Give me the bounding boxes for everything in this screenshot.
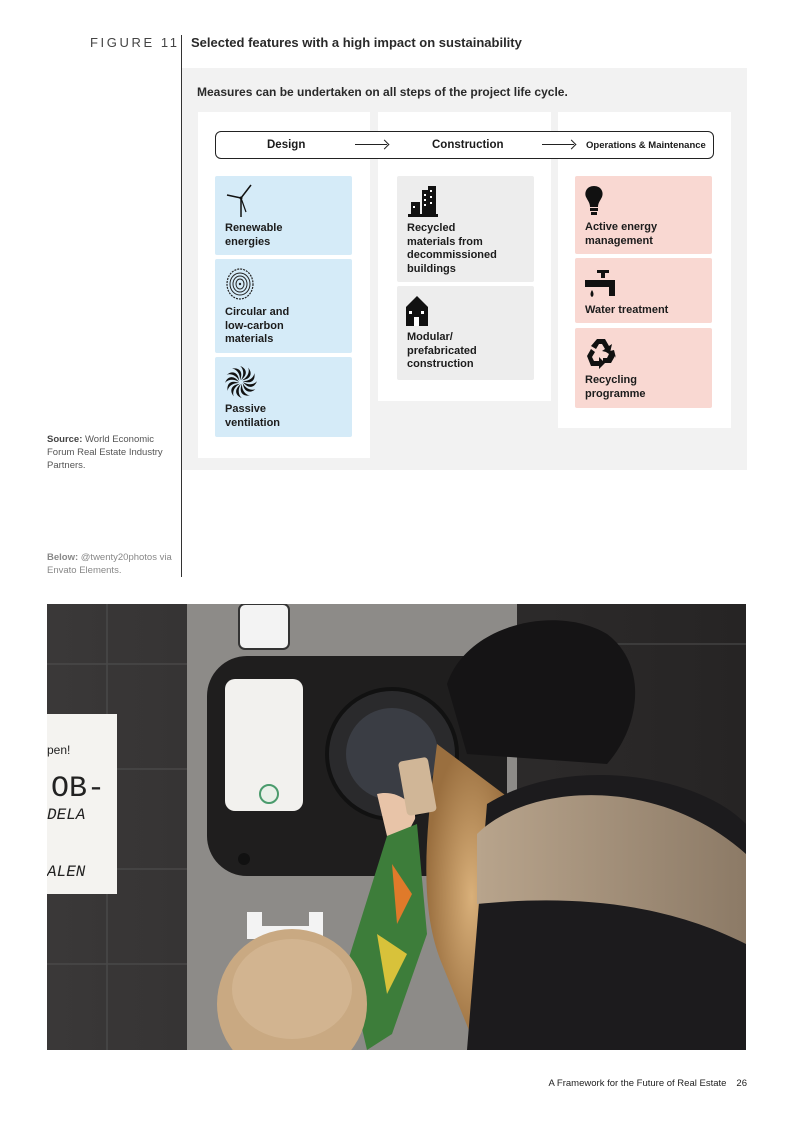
page-number: 26 <box>736 1078 747 1089</box>
source-label: Source: <box>47 434 83 445</box>
card-water-treatment <box>575 258 712 323</box>
photo-recycling-machine <box>47 604 746 1050</box>
card-renewable-energies <box>215 176 352 255</box>
figure-title: Selected features with a high impact on sustainability <box>191 35 522 50</box>
wind-turbine-icon <box>224 184 258 218</box>
wood-cross-section-icon <box>224 267 258 301</box>
sign-text: pen! <box>47 743 71 757</box>
ventilation-fan-icon <box>224 365 258 399</box>
source-note <box>47 433 175 472</box>
sign-text: DELA <box>47 806 86 824</box>
card-label: Circular and low-carbon materials <box>225 306 290 345</box>
card-label: Recycled materials from decommissioned buildings <box>407 222 497 275</box>
card-label: Renewable energies <box>225 222 283 248</box>
house-icon <box>406 294 440 328</box>
stage-construction: Construction <box>432 139 504 151</box>
card-label: Passive ventilation <box>225 403 281 429</box>
photo-illustration <box>47 604 746 1050</box>
card-recycling-programme <box>575 328 712 408</box>
demolished-building-icon <box>406 184 440 218</box>
stage-operations: Operations & Maintenance <box>586 140 706 151</box>
recycling-icon <box>584 336 618 370</box>
card-label: Active energy management <box>585 221 658 247</box>
source-text: World Economic Forum Real Estate Industry Partners. <box>47 434 163 471</box>
stage-design: Design <box>267 139 306 151</box>
card-label: Recycling programme <box>585 374 646 400</box>
card-passive-ventilation <box>215 357 352 437</box>
light-bulb-icon <box>584 184 618 218</box>
card-label: Modular/ prefabricated construction <box>407 331 477 370</box>
photo-credit <box>47 551 175 577</box>
card-circular-materials <box>215 259 352 353</box>
sign-text: OB- <box>51 772 106 806</box>
figure-label: FIGURE 11 <box>90 35 180 50</box>
sign-text: ALEN <box>47 863 86 881</box>
card-label: Water treatment <box>585 304 669 316</box>
figure-intro: Measures can be undertaken on all steps of the project life cycle. <box>197 85 568 99</box>
card-modular-construction <box>397 286 534 380</box>
footer-title: A Framework for the Future of Real Estate <box>548 1078 727 1089</box>
water-tap-icon <box>584 266 618 300</box>
credit-text: @twenty20photos via Envato Elements. <box>47 552 172 576</box>
card-active-energy <box>575 176 712 254</box>
credit-label: Below: <box>47 552 79 563</box>
footer <box>548 1078 747 1089</box>
arrow-right-icon <box>542 144 574 145</box>
arrow-right-icon <box>355 144 387 145</box>
lifecycle-timeline <box>215 131 714 159</box>
card-recycled-materials <box>397 176 534 282</box>
